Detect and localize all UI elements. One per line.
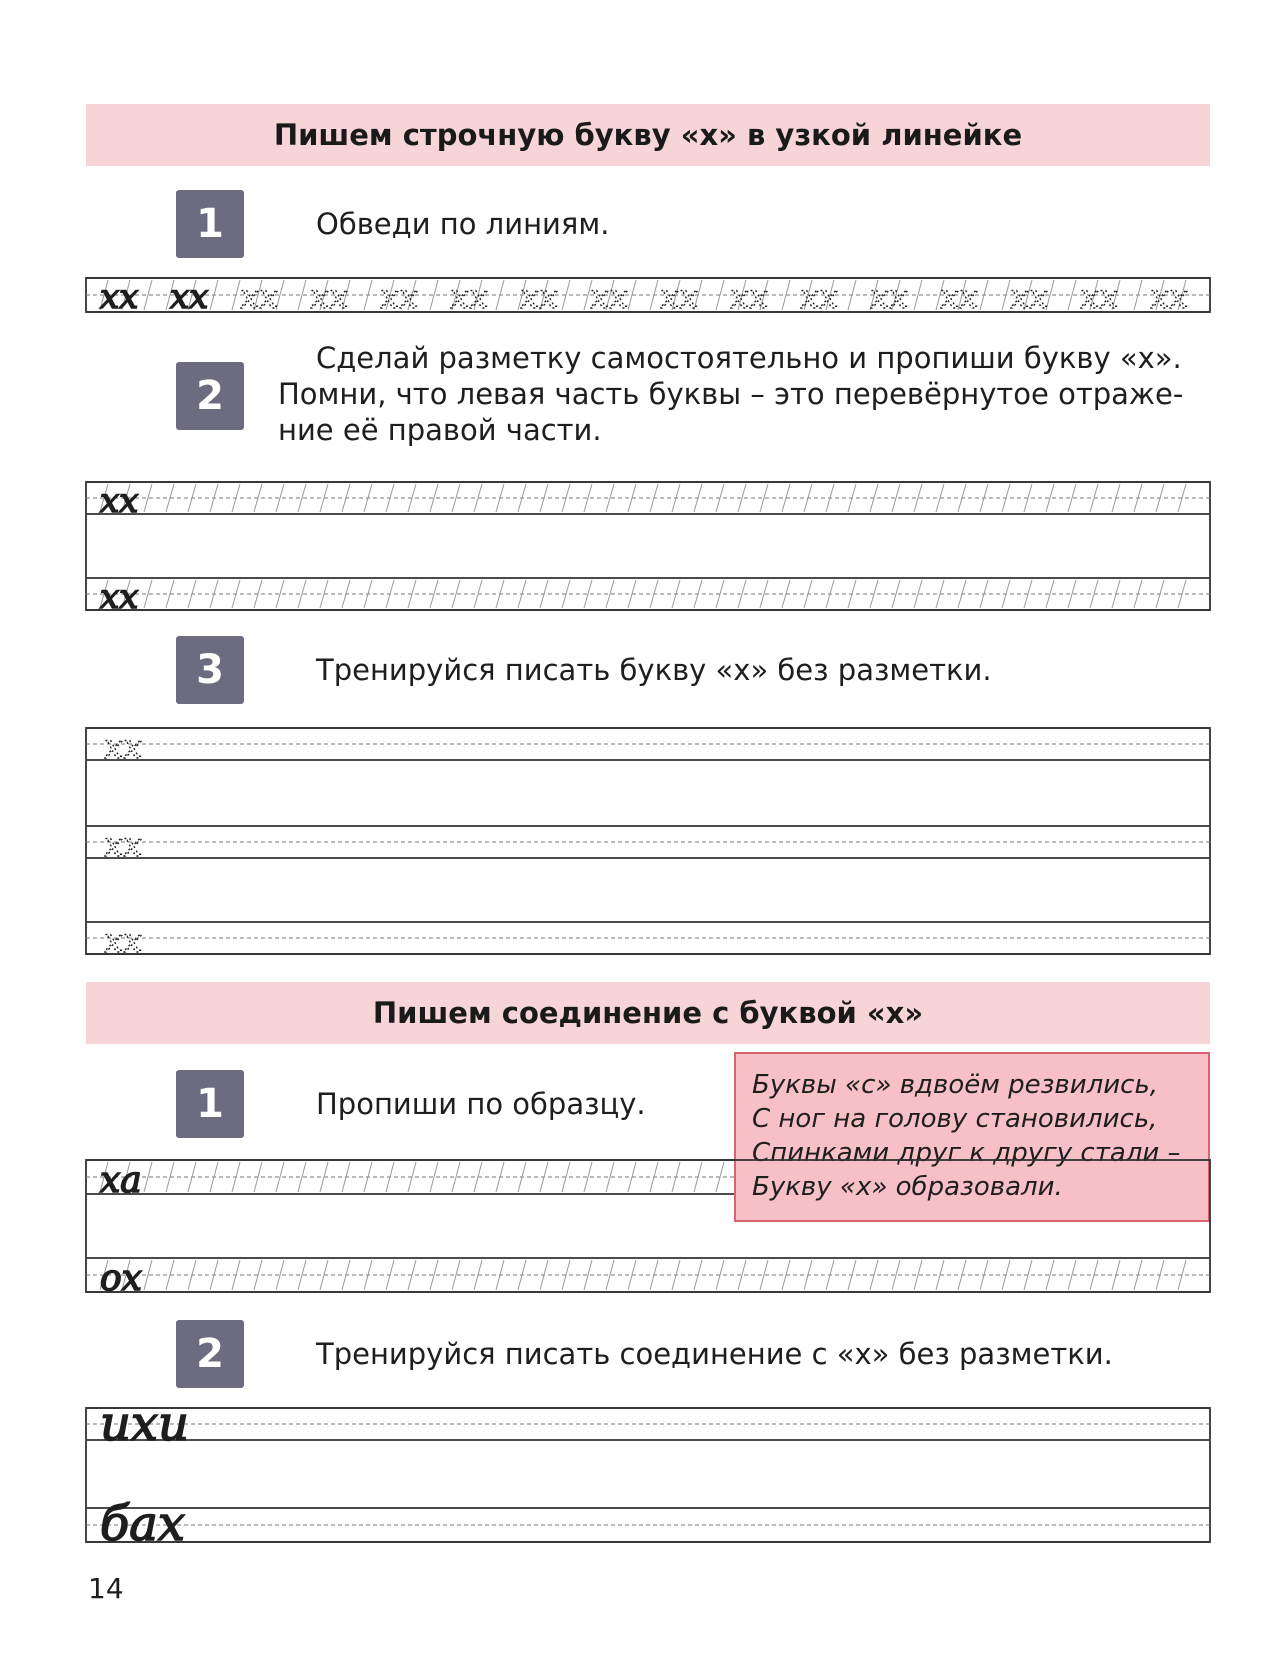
task2-ruling-a-slant <box>364 484 372 512</box>
task1-ruling-slant <box>364 280 372 310</box>
sample-letter-x-row2: хх <box>100 577 139 617</box>
s2-task2-number-badge: 2 <box>176 1320 244 1388</box>
ruling-lines <box>86 278 1210 1542</box>
task3-ruling-box <box>86 728 1210 954</box>
trace-letter-x: хх <box>310 277 349 317</box>
task2-instruction-line3: ние её правой части. <box>278 413 602 447</box>
task1-number-badge: 1 <box>176 190 244 258</box>
join-ruling-b-slant <box>980 1260 988 1290</box>
trace-letter-x: хх <box>1080 277 1119 317</box>
sample-letter-x-row1: хх <box>104 727 143 767</box>
sample-word-1: ихи <box>100 1396 189 1452</box>
join-ruling-b-slant <box>672 1260 680 1290</box>
poem-line-2: С ног на голову становились, <box>752 1104 1158 1134</box>
task2-ruling-b-slant <box>518 580 526 608</box>
trace-letter-x: хх <box>940 277 979 317</box>
s2-task1-instruction: Пропиши по образцу. <box>316 1087 646 1121</box>
join-ruling-b-slant <box>210 1260 218 1290</box>
s2-task1-number-badge: 1 <box>176 1070 244 1138</box>
task2-ruling-a-slant <box>672 484 680 512</box>
sample-letter-x-row2: хх <box>104 825 143 865</box>
poem-line-1: Буквы «с» вдвоём резвились, <box>752 1070 1159 1100</box>
task1-ruling-slant <box>980 280 988 310</box>
task1-ruling-slant <box>210 280 218 310</box>
trace-letter-x: хх <box>730 277 769 317</box>
task2-ruling-b-slant <box>210 580 218 608</box>
task2-ruling-a-slant <box>826 484 834 512</box>
trace-letter-x: хх <box>170 277 209 317</box>
task2-ruling-a-slant <box>210 484 218 512</box>
join-ruling-b-slant <box>364 1260 372 1290</box>
trace-letter-x: хх <box>1150 277 1189 317</box>
trace-letter-x: хх <box>100 277 139 317</box>
task2-ruling-b-slant <box>672 580 680 608</box>
poem-line-3: Спинками друг к другу стали – <box>752 1138 1181 1168</box>
trace-letter-x: хх <box>800 277 839 317</box>
trace-letter-x: хх <box>380 277 419 317</box>
task2-ruling-b-slant <box>1134 580 1142 608</box>
sample-letter-x-row1: хх <box>100 481 139 521</box>
sample-letter-x-row3: хх <box>104 921 143 961</box>
join-ruling-b-slant <box>518 1260 526 1290</box>
poem-line-4: Букву «х» образовали. <box>752 1172 1063 1202</box>
sample-word-2: бах <box>100 1496 185 1552</box>
word-ruling-box <box>86 1408 1210 1542</box>
trace-letter-x: хх <box>520 277 559 317</box>
join-ruling-a-slant <box>518 1162 526 1192</box>
task2-ruling-a-slant <box>1134 484 1142 512</box>
task2-instruction-line2: Помни, что левая часть буквы – это перевёрнутое отраже- <box>278 377 1184 411</box>
sample-join-xa: ха <box>100 1160 142 1201</box>
join-ruling-a-slant <box>364 1162 372 1192</box>
page-number: 14 <box>88 1572 124 1605</box>
join-ruling-a-slant <box>672 1162 680 1192</box>
task2-ruling-b-slant <box>826 580 834 608</box>
task3-number-badge: 3 <box>176 636 244 704</box>
s2-task2-instruction: Тренируйся писать соединение с «х» без разметки. <box>316 1337 1113 1371</box>
task2-ruling-b-slant <box>364 580 372 608</box>
task2-ruling-a-slant <box>518 484 526 512</box>
task2-number-badge: 2 <box>176 362 244 430</box>
join-ruling-b-slant <box>826 1260 834 1290</box>
section1-title: Пишем строчную букву «х» в узкой линейке <box>86 104 1210 166</box>
task1-ruling-slant <box>1134 280 1142 310</box>
task2-ruling-b-slant <box>980 580 988 608</box>
trace-letter-x: хх <box>870 277 909 317</box>
join-ruling-a-slant <box>210 1162 218 1192</box>
join-ruling-box <box>86 1160 1210 1292</box>
task2-ruling-a-slant <box>980 484 988 512</box>
section2-title: Пишем соединение с буквой «х» <box>86 982 1210 1044</box>
handwriting-samples <box>100 277 1188 1552</box>
join-ruling-b-slant <box>1134 1260 1142 1290</box>
trace-letter-x: хх <box>450 277 489 317</box>
trace-letter-x: хх <box>590 277 629 317</box>
task2-instruction-line1: Сделай разметку самостоятельно и пропиши букву «х». <box>316 341 1182 375</box>
trace-letter-x: хх <box>1010 277 1049 317</box>
trace-letter-x: хх <box>660 277 699 317</box>
trace-letter-x: хх <box>240 277 279 317</box>
task1-instruction: Обведи по линиям. <box>316 207 610 241</box>
sample-join-ox: ох <box>100 1258 142 1299</box>
task3-instruction: Тренируйся писать букву «х» без разметки. <box>316 653 992 687</box>
task2-ruling-box <box>86 482 1210 610</box>
